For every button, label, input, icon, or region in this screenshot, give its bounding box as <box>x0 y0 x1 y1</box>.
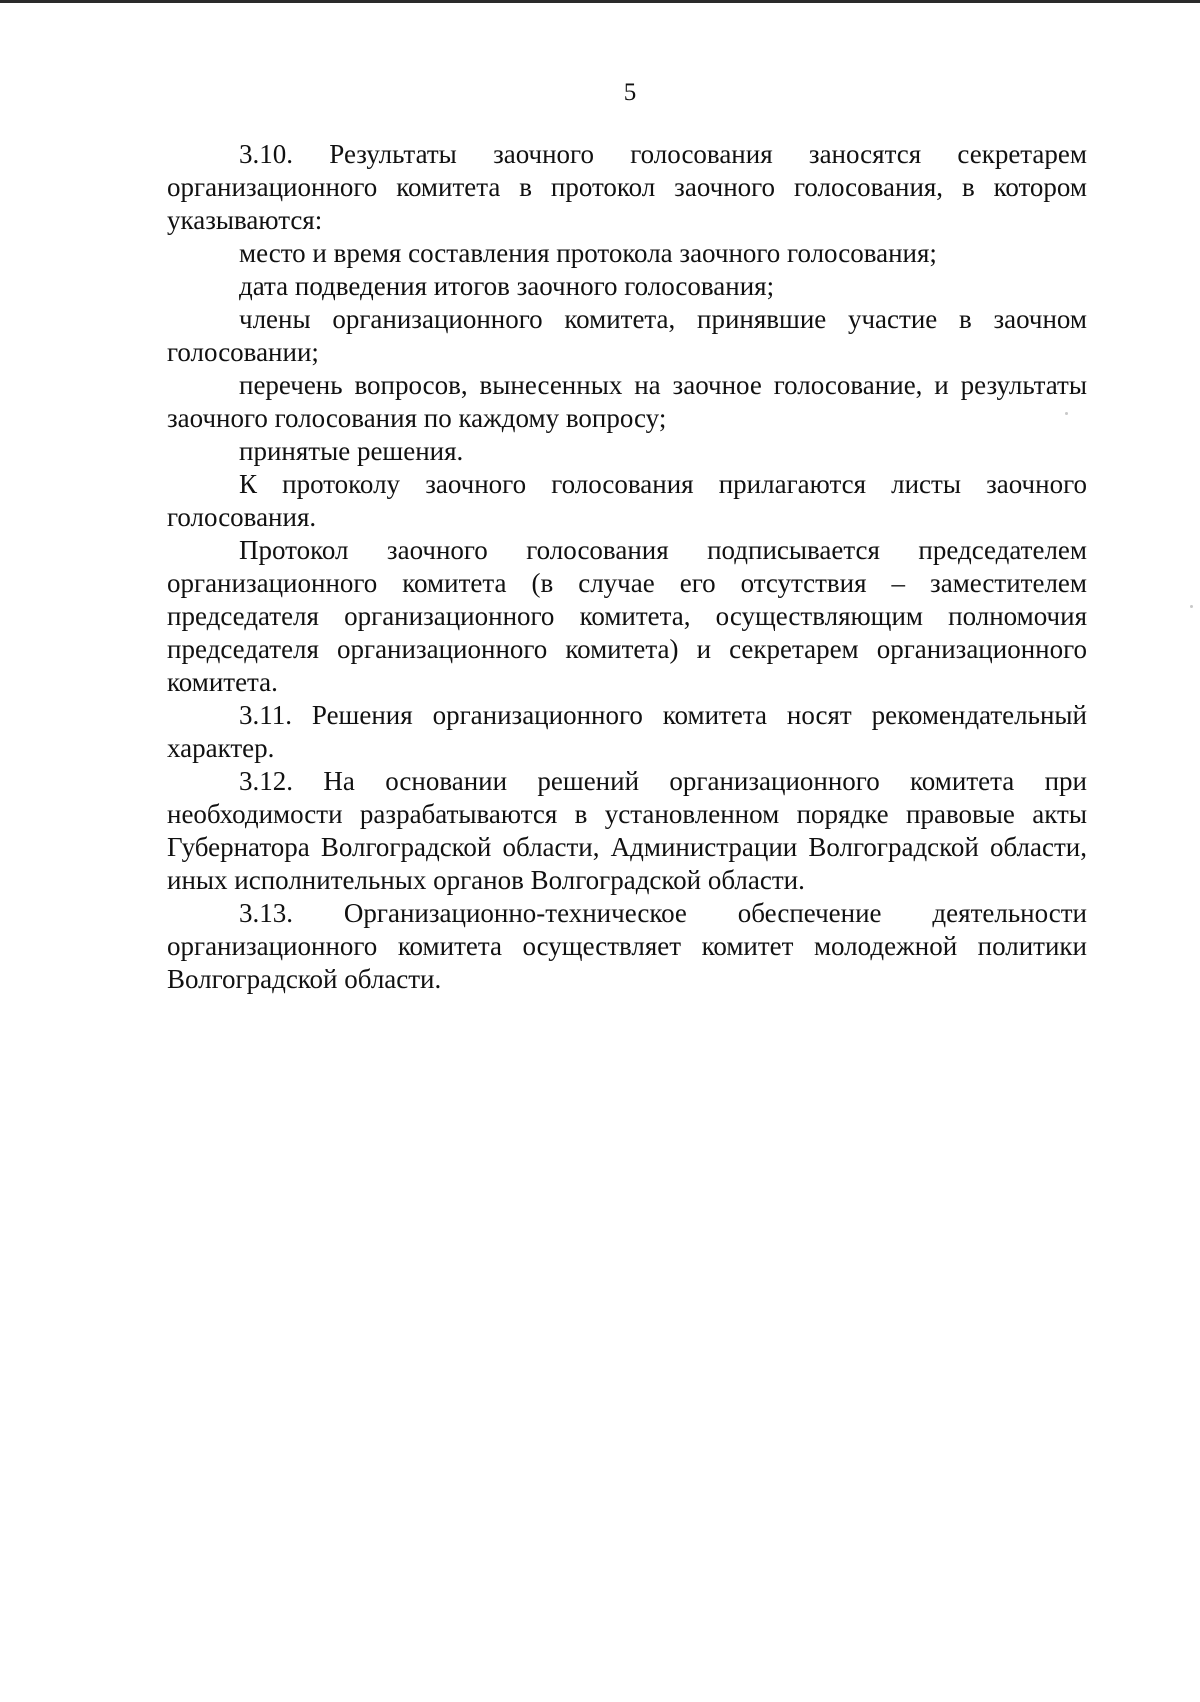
list-item-questions: перечень вопросов, вынесенных на заочное голосование, и результаты заочного голосования по каждому вопросу; <box>167 370 1087 433</box>
paragraph-3-11: 3.11. Решения организационного комитета носят рекомендательный характер. <box>167 700 1087 763</box>
scan-speck <box>1190 605 1193 608</box>
list-item-date: дата подведения итогов заочного голосования; <box>239 271 775 301</box>
paragraph-3-10: 3.10. Результаты заочного голосования заносятся секретарем организационного комитета в протокол заочного голосования, в котором указываются: <box>167 139 1087 235</box>
page-number: 5 <box>623 79 637 106</box>
scan-top-edge <box>0 0 1200 3</box>
list-item-place-time: место и время составления протокола заочного голосования; <box>239 238 937 268</box>
paragraph-3-13: 3.13. Организационно-техническое обеспечение деятельности организационного комитета осуществляет комитет молодежной политики Волгоградской области. <box>167 898 1087 994</box>
document-body <box>167 138 1087 996</box>
paragraph-attachments: К протоколу заочного голосования прилагаются листы заочного голосования. <box>167 469 1087 532</box>
paragraph-signing: Протокол заочного голосования подписывается председателем организационного комитета (в случае его отсутствия – заместителем председателя организационного комитета, осуществляющим полномочия председателя организационного комитета) и секретарем организационного комитета. <box>167 535 1087 697</box>
list-item-members: члены организационного комитета, принявшие участие в заочном голосовании; <box>167 304 1087 367</box>
paragraph-3-12: 3.12. На основании решений организационного комитета при необходимости разрабатываются в установленном порядке правовые акты Губернатора Волгоградской области, Администрации Волгоградской области, иных исполнительных органов Волгоградской области. <box>167 766 1087 895</box>
scan-speck <box>1065 412 1068 415</box>
list-item-decisions: принятые решения. <box>239 436 464 466</box>
